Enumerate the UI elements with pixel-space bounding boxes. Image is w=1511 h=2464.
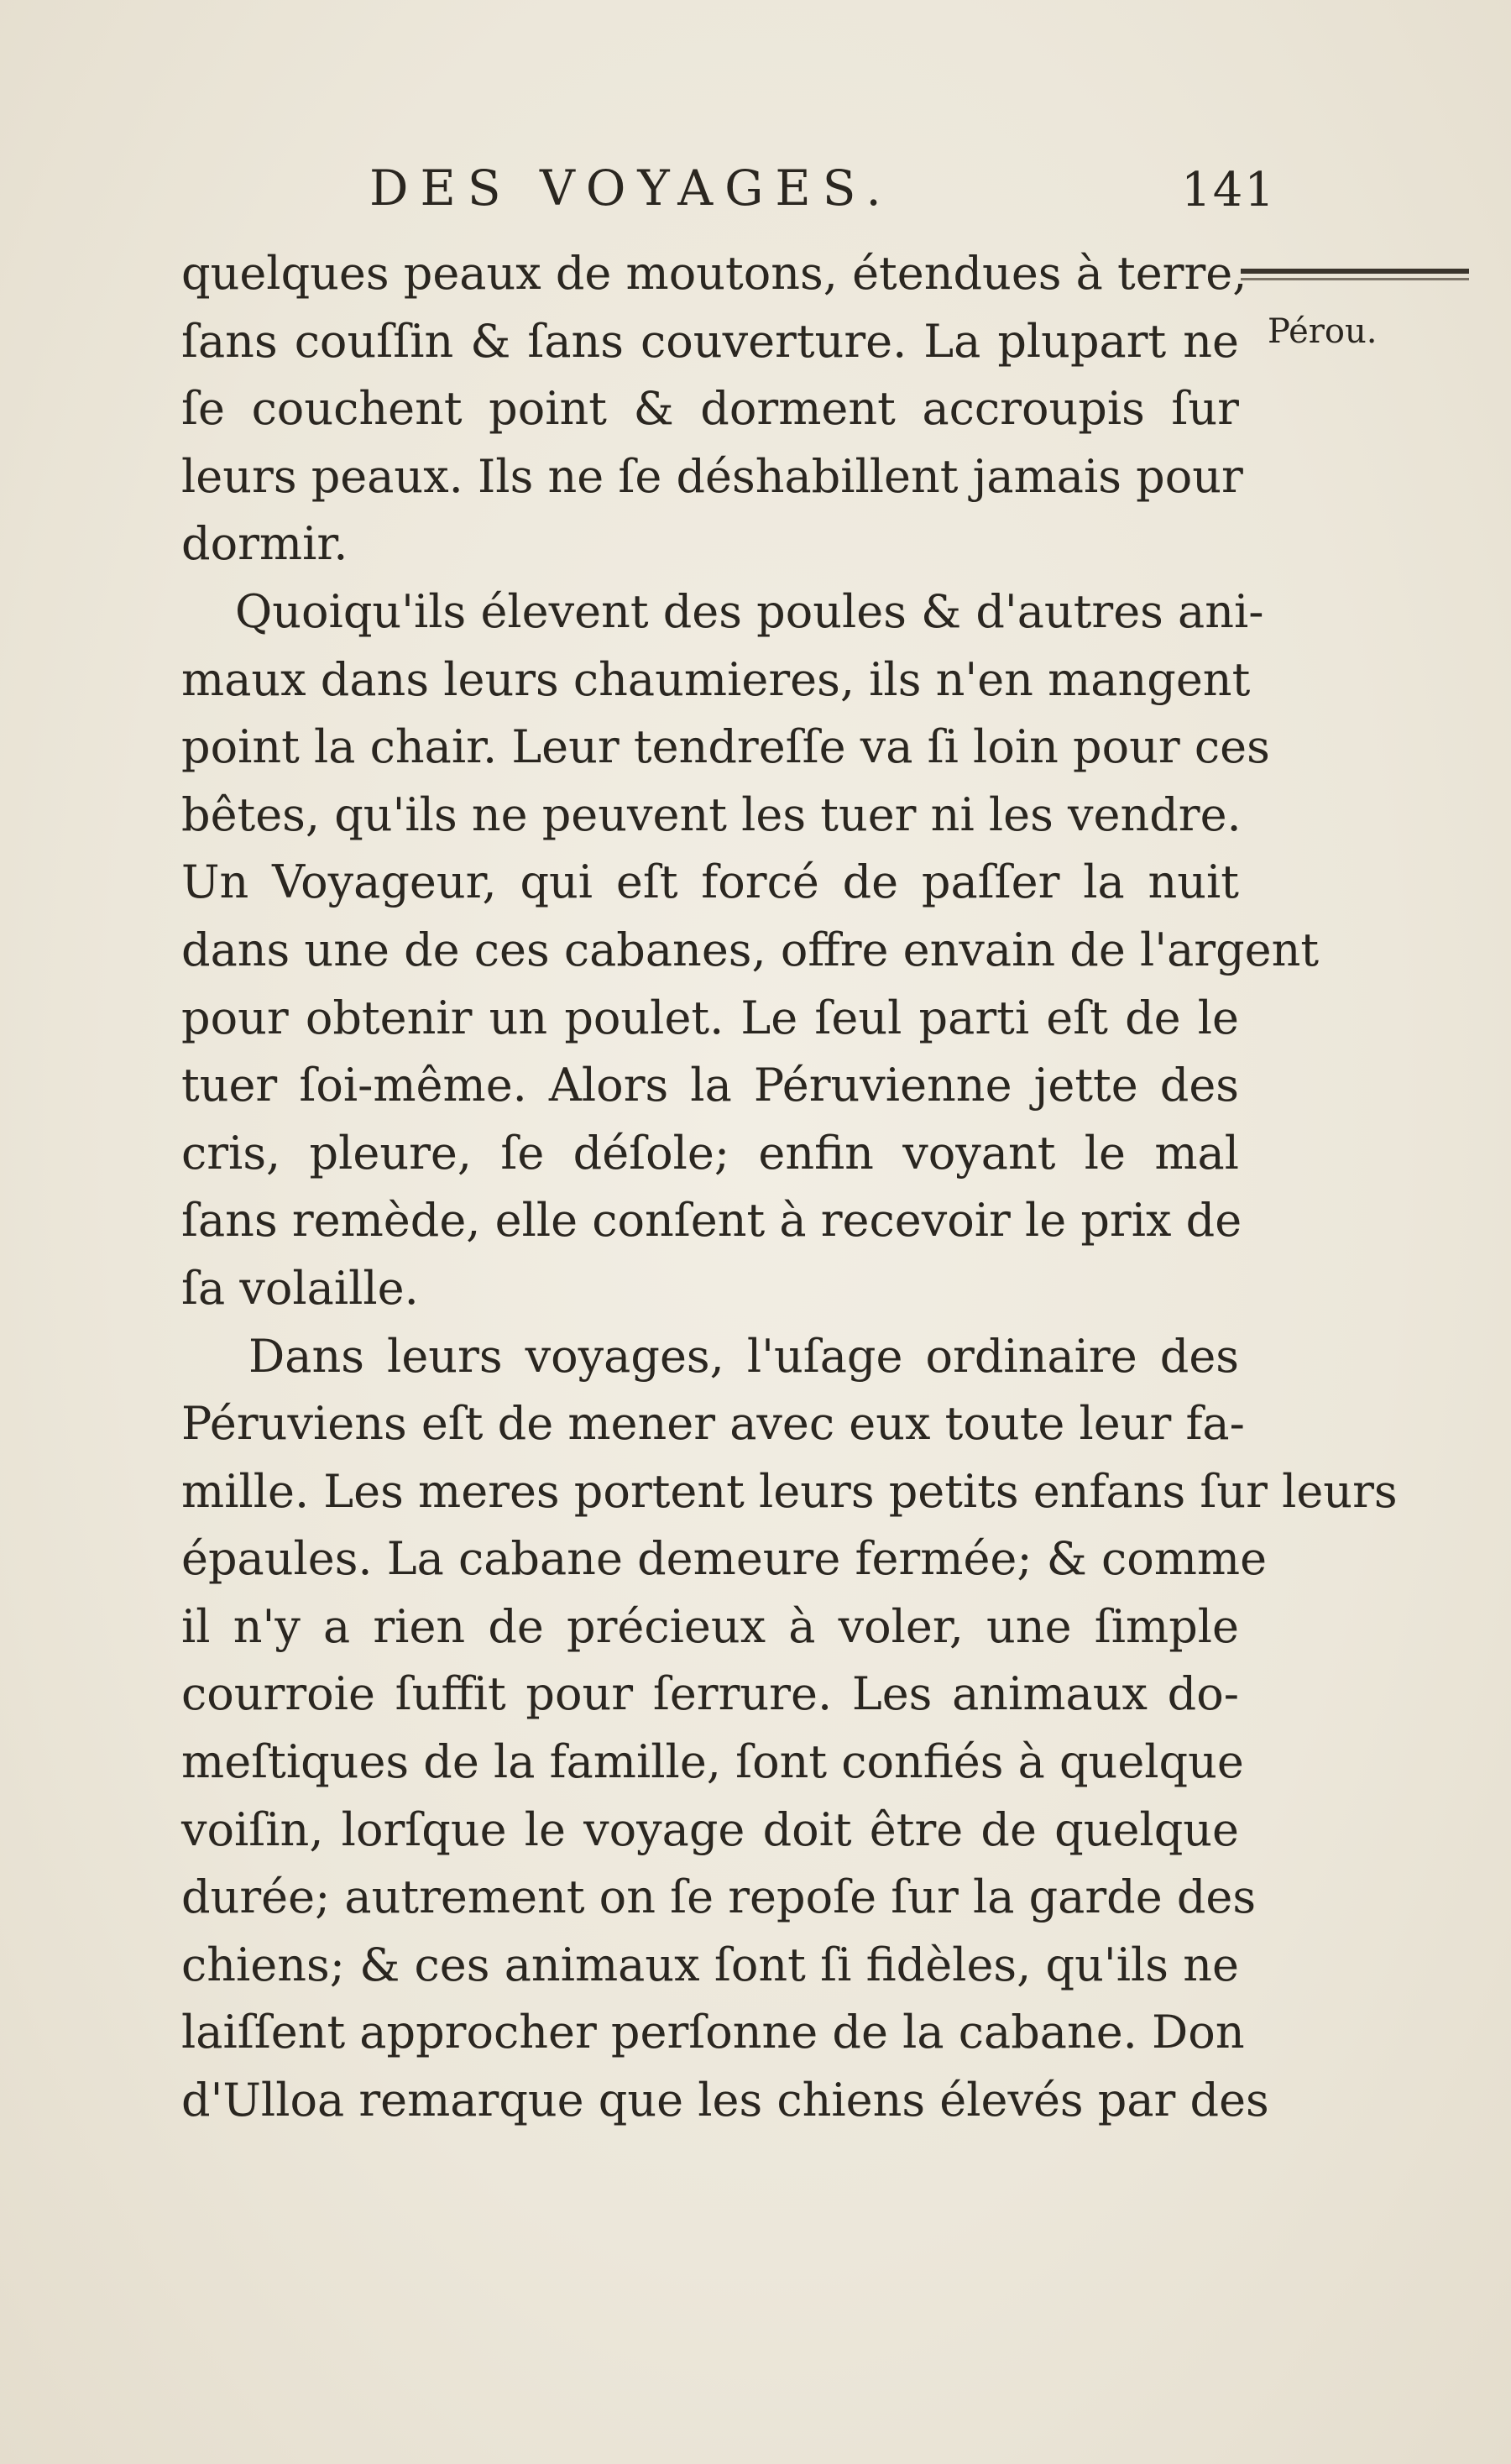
- text-line: maux dans leurs chaumieres, ils n'en mangent: [181, 652, 1251, 706]
- text-line: bêtes, qu'ils ne peuvent les tuer ni les vendre.: [181, 787, 1242, 841]
- running-title: DES VOYAGES.: [369, 160, 893, 217]
- text-line: ſans remède, elle conſent à recevoir le prix de: [181, 1194, 1242, 1248]
- text-line: laiſſent approcher perſonne de la cabane. Don: [181, 2006, 1245, 2059]
- text-line: durée; autrement on ſe repoſe ſur la garde des: [181, 1870, 1257, 1924]
- text-line: mille. Les meres portent leurs petits enfans ſur leurs: [181, 1464, 1398, 1518]
- text-line: pour obtenir un poulet. Le ſeul parti eſt de le: [181, 991, 1239, 1044]
- text-line: voiſin, lorſque le voyage doit être de quelque: [181, 1802, 1239, 1856]
- text-line: il n'y a rien de précieux à voler, une ſimple: [181, 1599, 1239, 1653]
- text-line: tuer ſoi-même. Alors la Péruvienne jette des: [181, 1059, 1239, 1112]
- text-line: quelques peaux de moutons, étendues à terre,: [181, 247, 1247, 300]
- text-line: ſa volaille.: [181, 1261, 419, 1315]
- text-line: épaules. La cabane demeure fermée; & comme: [181, 1532, 1268, 1586]
- text-line: Quoiqu'ils élevent des poules & d'autres ani-: [235, 584, 1264, 638]
- page-number: 141: [1181, 163, 1276, 217]
- margin-note: Pérou.: [1268, 312, 1378, 351]
- text-line: dans une de ces cabanes, offre envain de l'argent: [181, 923, 1320, 976]
- text-line: Un Voyageur, qui eſt forcé de paſſer la nuit: [181, 855, 1239, 909]
- text-line: chiens; & ces animaux ſont ſi fidèles, qu'ils ne: [181, 1938, 1239, 1991]
- text-line: Péruviens eſt de mener avec eux toute leur fa-: [181, 1397, 1245, 1451]
- text-line: cris, pleure, ſe déſole; enfin voyant le mal: [181, 1126, 1239, 1180]
- text-line: Dans leurs voyages, l'uſage ordinaire des: [248, 1329, 1239, 1383]
- text-line: courroie ſuffit pour ſerrure. Les animaux do-: [181, 1667, 1239, 1721]
- page-header: [369, 160, 1276, 227]
- margin-rule: [1241, 269, 1469, 280]
- text-line: d'Ulloa remarque que les chiens élevés par des: [181, 2074, 1269, 2127]
- text-line: ſe couchent point & dorment accroupis ſur: [181, 382, 1239, 436]
- text-line: dormir.: [181, 517, 348, 571]
- text-line: point la chair. Leur tendreſſe va ſi loin pour ces: [181, 720, 1270, 774]
- text-line: meſtiques de la famille, ſont confiés à quelque: [181, 1735, 1244, 1789]
- text-line: ſans couſſin & ſans couverture. La plupart ne: [181, 314, 1239, 368]
- text-line: leurs peaux. Ils ne ſe déshabillent jamais pour: [181, 449, 1243, 503]
